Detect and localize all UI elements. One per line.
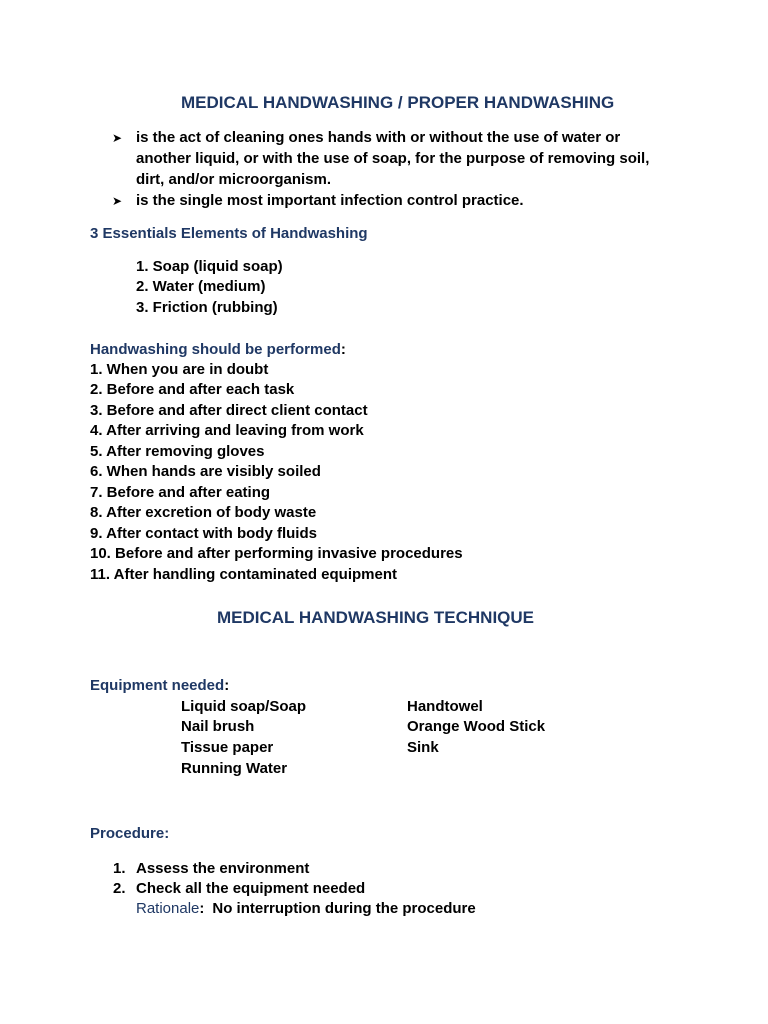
definition-line-3: dirt, and/or microorganism. [136,171,332,188]
performed-item: 6. When hands are visibly soiled [90,463,321,480]
procedure-step: Check all the equipment needed [136,880,366,897]
performed-item: 3. Before and after direct client contact [90,402,368,419]
performed-heading-text: Handwashing should be performed [90,341,341,358]
rationale-text: No interruption during the procedure [212,900,476,917]
procedure-step-number: 2. [113,880,126,897]
procedure-rationale [136,899,476,919]
performed-item: 5. After removing gloves [90,443,265,460]
performed-item: 8. After excretion of body waste [90,504,317,521]
technique-title: MEDICAL HANDWASHING TECHNIQUE [217,608,535,627]
equipment-item: Sink [407,739,439,756]
performed-item: 9. After contact with body fluids [90,525,317,542]
essentials-item: 1. Soap (liquid soap) [136,258,283,275]
essentials-item: 3. Friction (rubbing) [136,299,278,316]
equipment-item: Orange Wood Stick [407,718,546,735]
arrow-bullet-icon: ➤ [112,131,123,145]
procedure-step-number: 1. [113,860,126,877]
equipment-item: Liquid soap/Soap [181,698,307,715]
definition-bullet-2: is the single most important infection control practice. [136,192,524,209]
performed-item: 7. Before and after eating [90,484,271,501]
performed-item: 4. After arriving and leaving from work [90,422,364,439]
equipment-item: Running Water [181,760,288,777]
procedure-heading: Procedure: [90,825,170,842]
performed-heading-colon: : [340,341,346,358]
performed-heading [90,340,346,360]
essentials-heading: 3 Essentials Elements of Handwashing [90,225,368,242]
equipment-heading [90,676,229,696]
equipment-item: Tissue paper [181,739,274,756]
performed-item: 2. Before and after each task [90,381,295,398]
performed-item: 11. After handling contaminated equipment [90,566,397,583]
essentials-item: 2. Water (medium) [136,278,266,295]
equipment-item: Handtowel [407,698,483,715]
performed-item: 10. Before and after performing invasive procedures [90,545,463,562]
definition-line-1: is the act of cleaning ones hands with or without the use of water or [136,129,621,146]
definition-line-2: another liquid, or with the use of soap, for the purpose of removing soil, [136,150,650,167]
performed-item: 1. When you are in doubt [90,361,269,378]
equipment-heading-colon: : [224,677,230,694]
arrow-bullet-icon: ➤ [112,194,123,208]
procedure-step: Assess the environment [136,860,310,877]
page-title: MEDICAL HANDWASHING / PROPER HANDWASHING [181,93,615,112]
equipment-item: Nail brush [181,718,255,735]
equipment-heading-text: Equipment needed [90,677,225,694]
rationale-colon: : [199,900,205,917]
rationale-label: Rationale [136,900,200,917]
